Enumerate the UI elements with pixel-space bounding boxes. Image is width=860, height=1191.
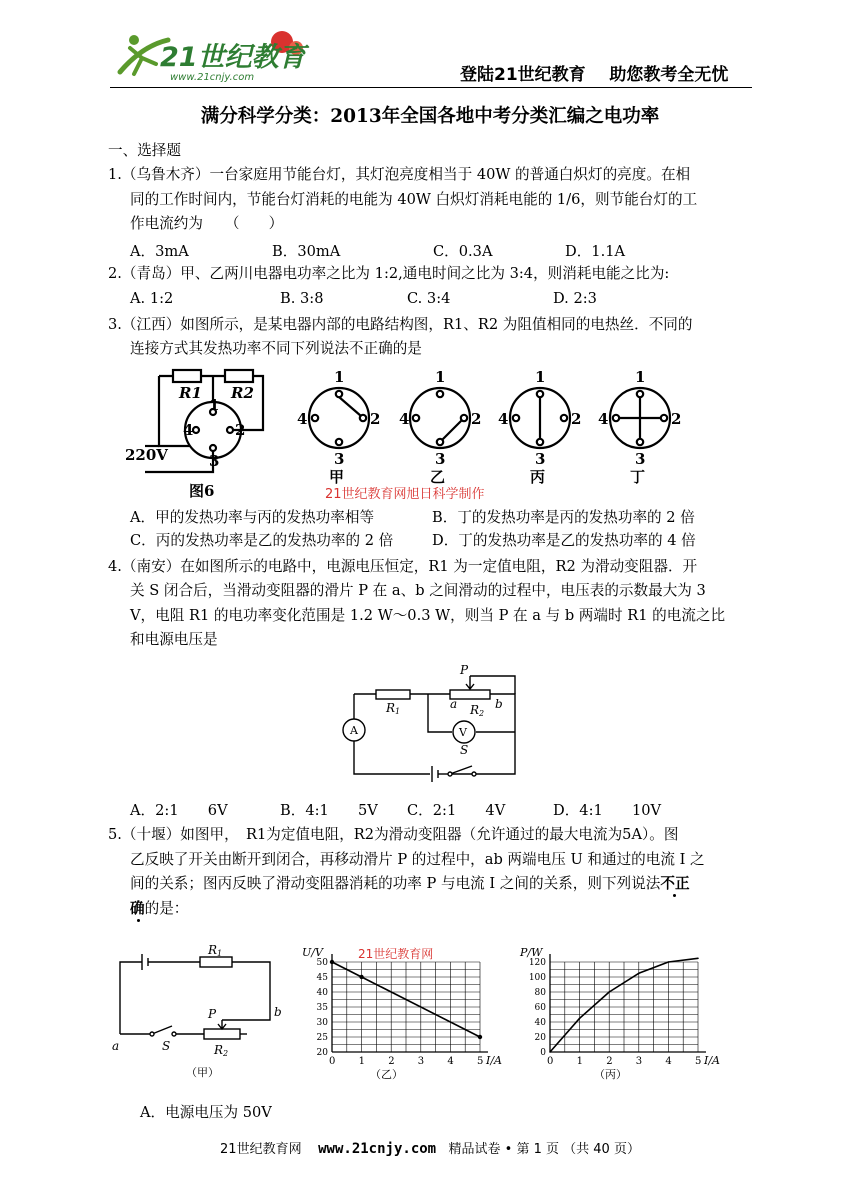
q2-option-a: A. 1:2	[130, 290, 174, 307]
q5-emphasis-2: 确	[130, 900, 145, 917]
svg-text:4: 4	[598, 410, 609, 428]
data-point	[638, 972, 640, 974]
header-divider	[110, 87, 752, 88]
q1-line2: 同的工作时间内，节能台灯消耗的电能为 40W 白炽灯消耗电能的 1/6，则节能台灯的工	[130, 191, 698, 208]
y-axis-label: U/V	[302, 946, 323, 959]
footer-site: 21世纪教育网	[220, 1142, 302, 1157]
q3-option-c: C．丙的发热功率是乙的发热功率的 2 倍	[130, 532, 394, 549]
x-tick-label: 3	[635, 1056, 643, 1067]
q3-option-a: A．甲的发热功率与丙的发热功率相等	[130, 509, 375, 526]
q4-option-d: D．4:1 10V	[553, 802, 662, 819]
q5-line1: 5.（十堰）如图甲， R1为定值电阻，R2为滑动变阻器（允许通过的最大电流为5A）。图	[108, 826, 679, 843]
q3-line1: 3.（江西）如图所示，是某电器内部的电路结构图，R1、R2 为阻值相同的电热丝．不同的	[108, 316, 693, 333]
y-tick-label: 20	[316, 1048, 328, 1058]
svg-text:4: 4	[297, 410, 308, 428]
y-tick-label: 25	[316, 1033, 328, 1043]
data-point	[697, 957, 699, 959]
q3-option-d: D．丁的发热功率是乙的发热功率的 4 倍	[432, 532, 696, 549]
q4-line3: V，电阻 R1 的电功率变化范围是 1.2 W～0.3 W，则当 P 在 a 与 b 两端时 R1 的电流之比	[130, 607, 726, 624]
q2-option-b: B. 3:8	[280, 290, 324, 307]
q1-option-c: C．0.3A	[433, 243, 493, 260]
q5-option-a: A．电源电压为 50V	[140, 1104, 272, 1121]
q3-fig-label: 图6	[189, 482, 215, 500]
q2-option-d: D. 2:3	[553, 290, 597, 307]
q4-line2: 关 S 闭合后，当滑动变阻器的滑片 P 在 a、b 之间滑动的过程中，电压表的示数最大为 3	[130, 582, 706, 599]
svg-text:2: 2	[235, 421, 246, 439]
q4-line1: 4.（南安）在如图所示的电路中，电源电压恒定，R1 为一定值电阻，R2 为滑动变阻器．开	[108, 558, 698, 575]
svg-text:R1: R1	[208, 943, 223, 958]
q1-line3: 作电流约为 （ ）	[130, 215, 284, 232]
data-point	[478, 1035, 482, 1039]
y-tick-label: 80	[534, 988, 546, 998]
q3-r2-label: R2	[231, 384, 254, 402]
q5-circuit-jia	[112, 943, 292, 1080]
svg-text:R1: R1	[386, 701, 401, 716]
q3-r1-label: R1	[179, 384, 202, 402]
svg-text:a: a	[450, 697, 458, 711]
x-axis-label: I/A	[704, 1054, 720, 1067]
svg-text:2: 2	[671, 410, 682, 428]
svg-text:b: b	[274, 1005, 282, 1019]
svg-text:2: 2	[370, 410, 381, 428]
svg-text:b: b	[495, 697, 503, 711]
svg-text:3: 3	[635, 450, 646, 468]
x-tick-label: 3	[417, 1056, 425, 1067]
y-tick-label: 0	[540, 1048, 546, 1058]
svg-text:3: 3	[209, 452, 220, 470]
x-axis-label: I/A	[486, 1054, 502, 1067]
q5-emphasis-1: 不正	[660, 875, 690, 892]
svg-text:3: 3	[535, 450, 546, 468]
y-tick-label: 30	[316, 1018, 328, 1028]
x-tick-label: 2	[606, 1056, 613, 1067]
svg-text:1: 1	[635, 368, 646, 386]
svg-text:V: V	[459, 726, 467, 739]
svg-text:A: A	[350, 724, 358, 737]
q5-line2: 乙反映了开关由断开到闭合，再移动滑片 P 的过程中，ab 两端电压 U 和通过的电流 I 之	[130, 851, 705, 868]
x-tick-label: 0	[547, 1056, 554, 1067]
q5-label-yi: （乙）	[370, 1068, 403, 1081]
q3-watermark: 21世纪教育网旭日科学制作	[325, 487, 485, 502]
q5-label-bing: （丙）	[594, 1068, 627, 1081]
data-point	[668, 961, 670, 963]
q5-line3	[130, 872, 690, 896]
q1-line1: 1.（乌鲁木齐）一台家庭用节能台灯，其灯泡亮度相当于 40W 的普通白炽灯的亮度。在相	[108, 166, 691, 183]
x-tick-label: 5	[695, 1056, 702, 1067]
y-tick-label: 35	[316, 1003, 328, 1013]
q3-figure	[125, 362, 725, 502]
q4-option-c: C．2:1 4V	[407, 802, 506, 819]
x-tick-label: 1	[358, 1056, 365, 1067]
q2-option-c: C. 3:4	[407, 290, 451, 307]
q3-voltage-label: 220V	[125, 446, 168, 464]
q3-label-ding: 丁	[630, 468, 646, 486]
logo-text: 21世纪教育	[160, 42, 306, 73]
logo-graphic	[112, 28, 312, 84]
svg-text:3: 3	[435, 450, 446, 468]
q5-chart-p-i	[518, 942, 718, 1082]
q5-chart-watermark: 21世纪教育网	[358, 947, 434, 961]
page-title: 满分科学分类：2013年全国各地中考分类汇编之电功率	[200, 106, 660, 127]
svg-text:2: 2	[471, 410, 482, 428]
svg-text:4: 4	[183, 421, 194, 439]
q4-option-b: B．4:1 5V	[280, 802, 378, 819]
data-point	[608, 991, 610, 993]
q5-line3-text: 间的关系；图丙反映了滑动变阻器消耗的功率 P 与电流 I 之间的关系，则下列说法	[130, 875, 661, 892]
data-point	[330, 960, 334, 964]
q1-option-a: A．3mA	[130, 243, 189, 260]
x-tick-label: 0	[329, 1056, 336, 1067]
x-tick-label: 5	[477, 1056, 484, 1067]
q5-chart-u-i	[300, 942, 500, 1082]
y-tick-label: 100	[528, 973, 546, 983]
q5-tail: 的是：	[144, 900, 189, 917]
svg-text:1: 1	[334, 368, 345, 386]
q3-option-b: B．丁的发热功率是丙的发热功率的 2 倍	[432, 509, 695, 526]
svg-text:S: S	[460, 743, 469, 757]
y-axis-label: P/W	[520, 946, 543, 959]
header-slogan: 登陆21世纪教育 助您教考全无忧	[460, 65, 729, 85]
svg-text:1: 1	[435, 368, 446, 386]
svg-text:1: 1	[209, 396, 220, 414]
q1-option-d: D．1.1A	[565, 243, 626, 260]
data-point	[549, 1051, 551, 1053]
y-tick-label: 40	[534, 1018, 546, 1028]
svg-text:P: P	[208, 1007, 217, 1021]
q3-label-yi: 乙	[430, 468, 446, 486]
y-tick-label: 20	[534, 1033, 546, 1043]
q1-option-b: B．30mA	[272, 243, 341, 260]
x-tick-label: 4	[665, 1056, 672, 1067]
svg-text:R2: R2	[470, 703, 485, 718]
data-point	[359, 975, 363, 979]
footer-page: 精品试卷 • 第 1 页 （共 40 页）	[448, 1142, 640, 1157]
svg-text:P: P	[460, 663, 469, 677]
q5-label-jia: （甲）	[186, 1066, 219, 1079]
x-tick-label: 2	[388, 1056, 395, 1067]
svg-text:4: 4	[498, 410, 509, 428]
section-heading: 一、选择题	[108, 142, 181, 159]
svg-text:3: 3	[334, 450, 345, 468]
y-tick-label: 40	[316, 988, 328, 998]
svg-text:1: 1	[535, 368, 546, 386]
q3-line2: 连接方式其发热功率不同下列说法不正确的是	[130, 340, 422, 357]
x-tick-label: 1	[576, 1056, 583, 1067]
svg-text:4: 4	[399, 410, 410, 428]
q4-circuit	[340, 662, 530, 786]
logo-url: www.21cnjy.com	[170, 72, 255, 83]
data-point	[579, 1017, 581, 1019]
q4-option-a: A．2:1 6V	[130, 802, 228, 819]
q4-line4: 和电源电压是	[130, 631, 218, 648]
y-tick-label: 60	[534, 1003, 546, 1013]
svg-text:S: S	[162, 1039, 171, 1053]
y-tick-label: 45	[316, 973, 328, 983]
footer-url[interactable]: www.21cnjy.com	[318, 1141, 437, 1157]
svg-text:a: a	[112, 1039, 120, 1053]
y-tick-label: 120	[528, 958, 546, 968]
chart-grid	[332, 962, 480, 1052]
chart-grid	[550, 962, 698, 1052]
logo	[112, 28, 312, 84]
q3-label-jia: 甲	[329, 468, 345, 486]
q2-line1: 2.（青岛）甲、乙两川电器电功率之比为 1:2,通电时间之比为 3:4，则消耗电能之比为:	[108, 265, 670, 282]
svg-text:R2: R2	[214, 1043, 229, 1058]
x-tick-label: 4	[447, 1056, 454, 1067]
y-tick-label: 50	[316, 958, 328, 968]
q5-line4	[130, 897, 188, 921]
page-footer	[0, 1138, 860, 1157]
svg-text:2: 2	[571, 410, 582, 428]
q3-label-bing: 丙	[530, 468, 546, 486]
